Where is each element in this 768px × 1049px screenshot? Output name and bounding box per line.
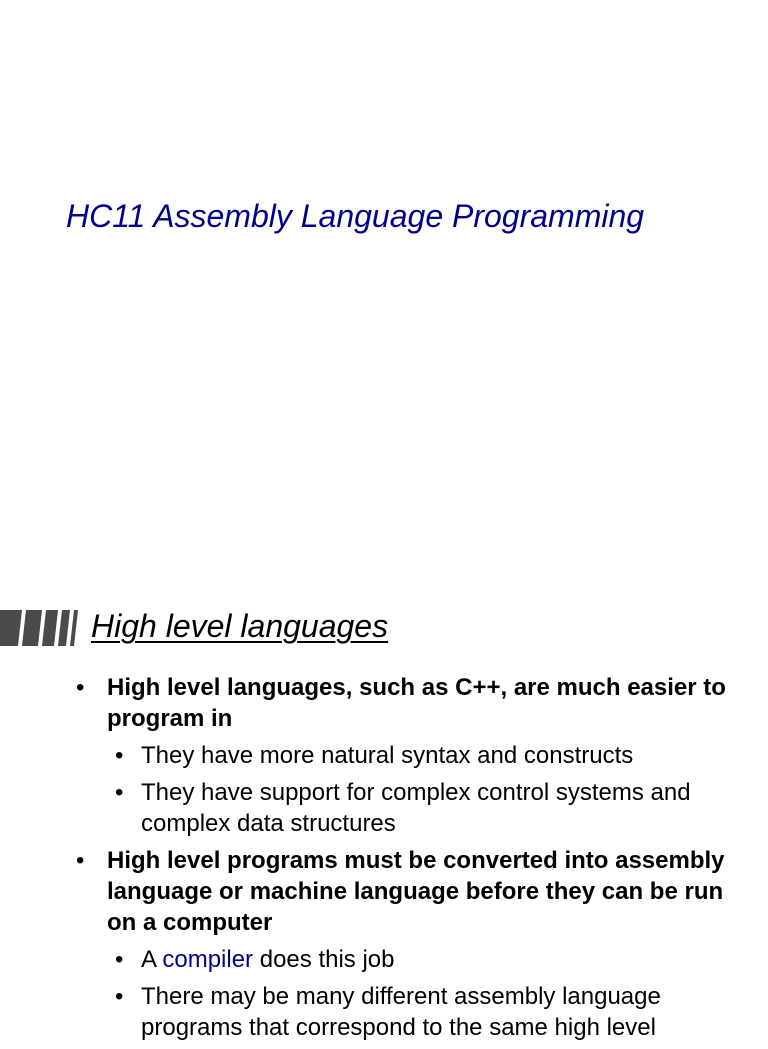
sub-bullet-list [107, 740, 754, 839]
sub-bullet-item [107, 740, 754, 771]
section-heading: High level languages [91, 608, 389, 644]
compiler-term: compiler [162, 946, 254, 973]
slide-title: HC11 Assembly Language Programming [66, 198, 645, 234]
sub-bullet-text: They have support for complex control systems and complex data structures [141, 779, 691, 837]
bullet-text: High level languages, such as C++, are much easier to program in [107, 674, 726, 732]
sub-bullet-list [107, 944, 754, 1043]
sub-bullet-item [107, 944, 754, 975]
bullet-text: High level programs must be converted into assembly language or machine language before they can be run on a computer [107, 847, 725, 936]
bullet-icon: • [115, 779, 124, 806]
sub-bullet-item [107, 777, 754, 839]
bullet-item [0, 845, 768, 1043]
striped-bars-icon [0, 610, 80, 646]
bullet-icon: • [115, 742, 124, 769]
bullet-list [0, 672, 768, 1049]
sub-bullet-item [107, 981, 754, 1043]
section-heading-row [0, 608, 768, 648]
bullet-icon: • [76, 847, 85, 874]
sub-bullet-suffix: does this job [259, 946, 395, 973]
sub-bullet-prefix: A [141, 946, 156, 973]
bullet-icon: • [115, 946, 124, 973]
bullet-item [0, 672, 768, 839]
bullet-icon: • [76, 674, 85, 701]
sub-bullet-text: They have more natural syntax and constructs [141, 742, 634, 769]
bullet-icon: • [115, 983, 124, 1010]
sub-bullet-text: There may be many different assembly language programs that correspond to the same high level [141, 983, 661, 1041]
